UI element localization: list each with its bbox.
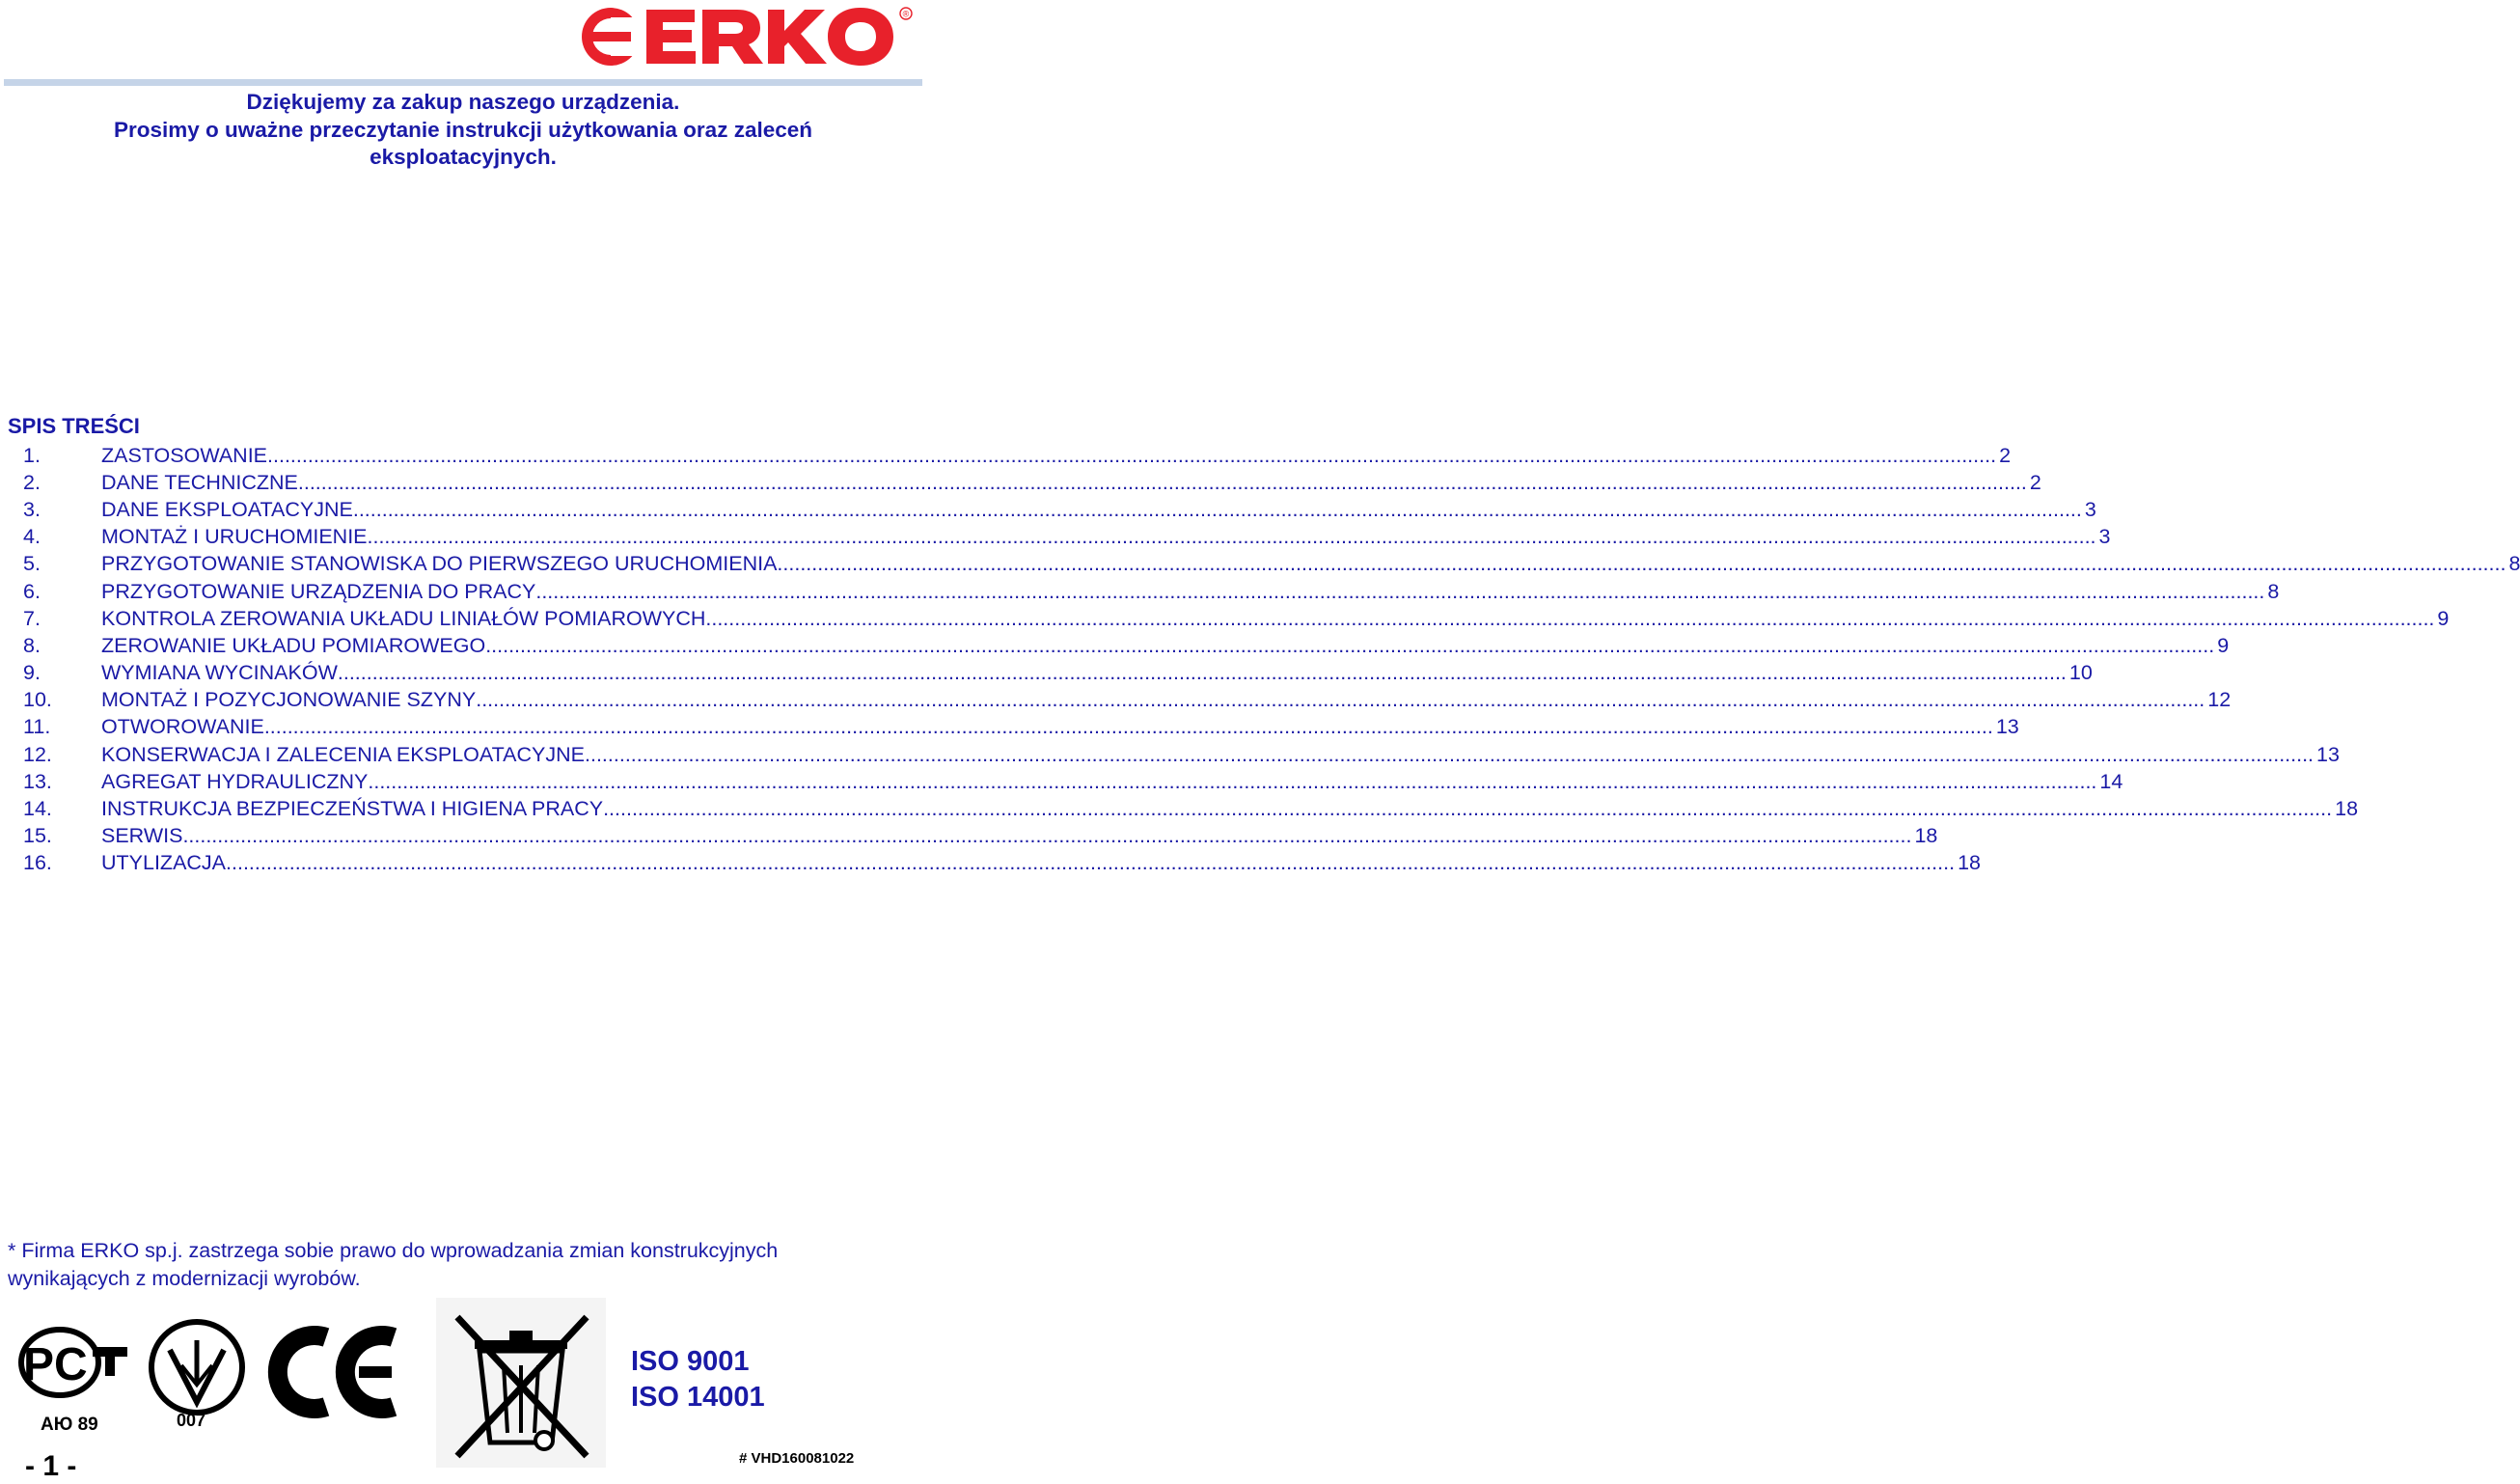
toc-entry[interactable] bbox=[0, 469, 2041, 496]
pct-code: АЮ 89 bbox=[41, 1415, 98, 1435]
note-line-1: * Firma ERKO sp.j. zastrzega sobie prawo do wprowadzania zmian konstrukcyjnych bbox=[8, 1239, 779, 1262]
toc-entry-number: 13. bbox=[23, 769, 52, 793]
toc-dot-leader: ............................................................................................................................................................................................................................................................................................................ bbox=[367, 525, 2096, 549]
toc-entry[interactable] bbox=[0, 823, 1938, 850]
toc-entry-number: 4. bbox=[23, 525, 41, 549]
toc-dot-leader: ............................................................................................................................................................................................................................................................................................................ bbox=[476, 688, 2205, 712]
toc-dot-leader: ............................................................................................................................................................................................................................................................................................................ bbox=[297, 470, 2027, 494]
iso-certifications bbox=[631, 1344, 765, 1415]
disclaimer-note bbox=[8, 1237, 915, 1293]
toc-entry-number: 11. bbox=[23, 715, 51, 739]
pct-certification-icon bbox=[14, 1320, 129, 1436]
svg-text:PC: PC bbox=[23, 1339, 88, 1390]
toc-entry[interactable] bbox=[0, 687, 2232, 714]
toc-entry[interactable] bbox=[0, 795, 2359, 822]
toc-entry-page: 18 bbox=[1958, 851, 1981, 875]
ukr-certification-icon bbox=[145, 1317, 251, 1433]
toc-entry-label: MONTAŻ I POZYCJONOWANIE SZYNY bbox=[101, 688, 477, 712]
toc-entry-page: 13 bbox=[2316, 742, 2340, 766]
toc-dot-leader: ............................................................................................................................................................................................................................................................................................................ bbox=[352, 497, 2082, 521]
toc-dot-leader: ............................................................................................................................................................................................................................................................................................................ bbox=[705, 606, 2435, 630]
toc-entry-label: WYMIANA WYCINAKÓW bbox=[101, 661, 338, 685]
toc-title: SPIS TREŚCI bbox=[8, 414, 140, 438]
registered-mark: ® bbox=[902, 9, 910, 19]
iso-14001: ISO 14001 bbox=[631, 1382, 765, 1413]
toc-entry[interactable] bbox=[0, 524, 2111, 551]
toc-entry-number: 10. bbox=[23, 688, 52, 712]
toc-entry-page: 3 bbox=[2084, 497, 2096, 521]
toc-entry-number: 9. bbox=[23, 661, 41, 685]
toc-entry-number: 12. bbox=[23, 742, 52, 766]
toc-entry-page: 9 bbox=[2217, 633, 2230, 657]
toc-entry-number: 6. bbox=[23, 579, 41, 603]
toc-dot-leader: ............................................................................................................................................................................................................................................................................................................ bbox=[337, 661, 2067, 685]
toc-entry-page: 18 bbox=[2335, 797, 2359, 821]
table-of-contents bbox=[0, 442, 2520, 877]
page-number: - 1 - bbox=[25, 1450, 77, 1482]
toc-entry-number: 5. bbox=[23, 552, 41, 576]
toc-entry-number: 16. bbox=[23, 851, 52, 875]
toc-entry[interactable] bbox=[0, 496, 2096, 523]
header-rule bbox=[4, 79, 922, 86]
toc-dot-leader: ............................................................................................................................................................................................................................................................................................................ bbox=[777, 552, 2506, 576]
note-line-2: wynikających z modernizacji wyrobów. bbox=[8, 1267, 361, 1290]
toc-entry-page: 3 bbox=[2098, 525, 2111, 549]
toc-dot-leader: ............................................................................................................................................................................................................................................................................................................ bbox=[182, 824, 1912, 848]
toc-entry-number: 7. bbox=[23, 606, 41, 630]
toc-entry-label: DANE EKSPLOATACYJNE bbox=[101, 497, 353, 521]
ukr-code: 007 bbox=[177, 1411, 206, 1430]
toc-entry-page: 9 bbox=[2437, 606, 2450, 630]
toc-dot-leader: ............................................................................................................................................................................................................................................................................................................ bbox=[585, 742, 2315, 766]
toc-dot-leader: ............................................................................................................................................................................................................................................................................................................ bbox=[535, 579, 2265, 603]
toc-entry-label: DANE TECHNICZNE bbox=[101, 470, 298, 494]
toc-dot-leader: ............................................................................................................................................................................................................................................................................................................ bbox=[226, 851, 1956, 875]
toc-entry-page: 2 bbox=[1999, 443, 2012, 467]
toc-dot-leader: ............................................................................................................................................................................................................................................................................................................ bbox=[603, 797, 2333, 821]
ce-mark-icon bbox=[270, 1324, 405, 1420]
toc-entry-number: 14. bbox=[23, 797, 52, 821]
toc-entry[interactable] bbox=[0, 551, 2520, 578]
iso-9001: ISO 9001 bbox=[631, 1346, 750, 1377]
toc-entry-label: KONSERWACJA I ZALECENIA EKSPLOATACYJNE bbox=[101, 742, 586, 766]
toc-entry-label: SERWIS bbox=[101, 824, 183, 848]
toc-entry[interactable] bbox=[0, 578, 2280, 605]
toc-entry-number: 3. bbox=[23, 497, 41, 521]
toc-entry-label: AGREGAT HYDRAULICZNY bbox=[101, 769, 369, 793]
toc-entry-page: 18 bbox=[1914, 824, 1938, 848]
toc-entry[interactable] bbox=[0, 605, 2450, 632]
intro-line-2: Prosimy o uważne przeczytanie instrukcji użytkowania oraz zaleceń bbox=[114, 117, 812, 142]
toc-entry-number: 1. bbox=[23, 443, 41, 467]
toc-entry-page: 13 bbox=[1995, 715, 2019, 739]
weee-crossed-bin-icon bbox=[436, 1298, 606, 1468]
toc-entry-number: 15. bbox=[23, 824, 52, 848]
toc-entry-page: 10 bbox=[2068, 661, 2093, 685]
toc-entry-page: 14 bbox=[2099, 769, 2123, 793]
intro-line-3: eksploatacyjnych. bbox=[370, 145, 557, 169]
toc-entry[interactable] bbox=[0, 768, 2123, 795]
toc-entry-label: PRZYGOTOWANIE STANOWISKA DO PIERWSZEGO URUCHOMIENIA bbox=[101, 552, 778, 576]
toc-entry[interactable] bbox=[0, 442, 2012, 469]
intro-line-1: Dziękujemy za zakup naszego urządzenia. bbox=[246, 90, 680, 114]
toc-entry[interactable] bbox=[0, 741, 2340, 768]
toc-dot-leader: ............................................................................................................................................................................................................................................................................................................ bbox=[368, 769, 2097, 793]
toc-dot-leader: ............................................................................................................................................................................................................................................................................................................ bbox=[263, 715, 1993, 739]
toc-entry[interactable] bbox=[0, 632, 2230, 659]
toc-entry-page: 2 bbox=[2029, 470, 2041, 494]
toc-entry-label: UTYLIZACJA bbox=[101, 851, 227, 875]
toc-entry-number: 2. bbox=[23, 470, 41, 494]
toc-entry-page: 8 bbox=[2508, 552, 2520, 576]
toc-entry-page: 8 bbox=[2267, 579, 2280, 603]
toc-entry[interactable] bbox=[0, 714, 2019, 741]
toc-entry-number: 8. bbox=[23, 633, 41, 657]
toc-entry-label: KONTROLA ZEROWANIA UKŁADU LINIAŁÓW POMIAROWYCH bbox=[101, 606, 706, 630]
erko-logo bbox=[579, 4, 917, 71]
toc-entry-label: PRZYGOTOWANIE URZĄDZENIA DO PRACY bbox=[101, 579, 536, 603]
toc-entry-page: 12 bbox=[2207, 688, 2232, 712]
toc-dot-leader: ............................................................................................................................................................................................................................................................................................................ bbox=[267, 443, 1997, 467]
toc-entry-label: ZASTOSOWANIE bbox=[101, 443, 268, 467]
intro-text bbox=[0, 89, 926, 172]
toc-entry-label: MONTAŻ I URUCHOMIENIE bbox=[101, 525, 368, 549]
toc-entry[interactable] bbox=[0, 660, 2093, 687]
toc-entry-label: ZEROWANIE UKŁADU POMIAROWEGO bbox=[101, 633, 486, 657]
toc-entry-label: INSTRUKCJA BEZPIECZEŃSTWA I HIGIENA PRACY bbox=[101, 797, 604, 821]
toc-entry[interactable] bbox=[0, 850, 1981, 877]
toc-entry-label: OTWOROWANIE bbox=[101, 715, 264, 739]
document-code: # VHD160081022 bbox=[739, 1450, 855, 1467]
toc-dot-leader: ............................................................................................................................................................................................................................................................................................................ bbox=[485, 633, 2215, 657]
